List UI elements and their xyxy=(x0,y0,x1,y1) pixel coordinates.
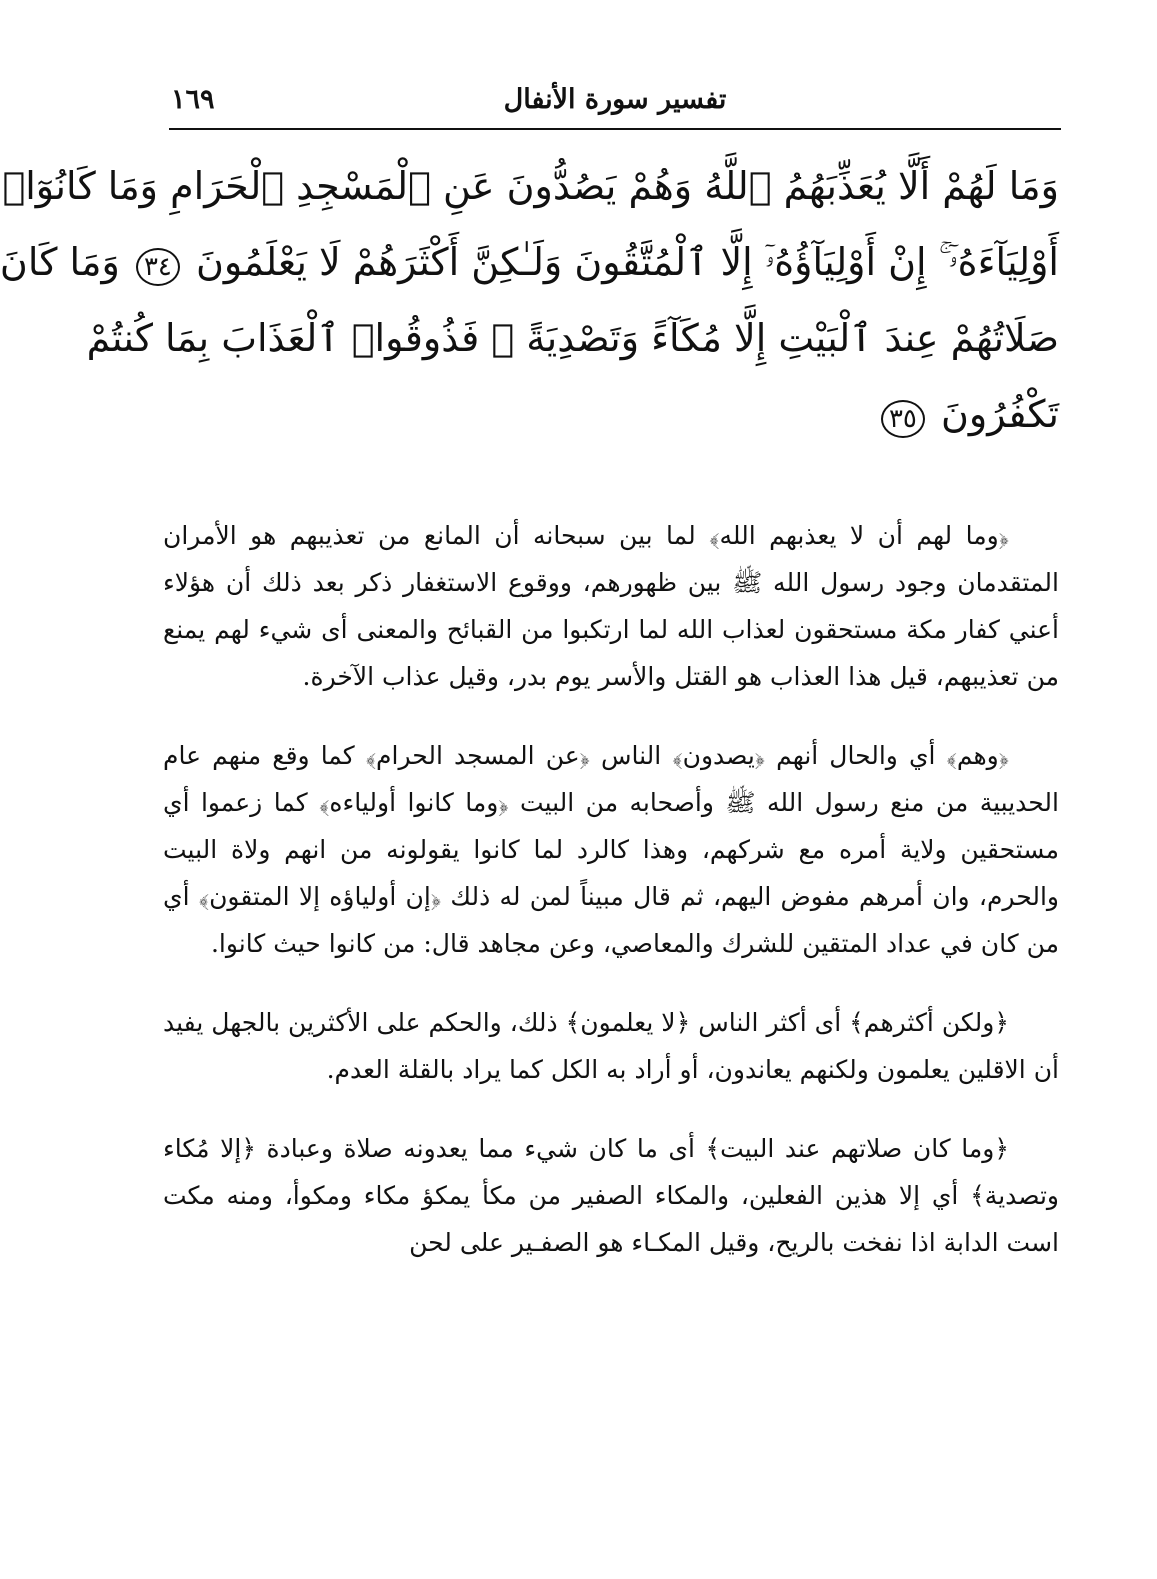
commentary-paragraph: ﴿وهم﴾ أي والحال أنهم ﴿يصدون﴾ الناس ﴿عن المسجد الحرام﴾ كما وقع منهم عام الحديبية من منع رسول الله ﷺ وأصحابه من البيت ﴿وما كانوا أولياءه﴾ كما زعموا أي مستحقين ولاية أمره مع شركهم، وهذا كالرد لما كانوا يقولونه من انهم ولاة البيت والحرم، وان أمرهم مفوض اليهم، ثم قال مبيناً لمن له ذلك ﴿إن أولياؤه إلا المتقون﴾ أي من كان في عداد المتقين للشرك والمعاصي، وعن مجاهد قال: من كانوا حيث كانوا. xyxy=(163,741,1059,958)
verse-line-4 xyxy=(155,376,1059,452)
commentary-paragraph: ﴿وما كان صلاتهم عند البيت﴾ أى ما كان شيء مما يعدونه صلاة وعبادة ﴿إلا مُكاء وتصدية﴾ أي إلا هذين الفعلين، والمكاء الصفير من مكأ يمكؤ مكاء ومكوأ، ومنه مكت است الدابة اذا نفخت بالريح، وقيل المكـاء هو الصفـير على لحن xyxy=(163,1134,1059,1257)
verse-text: أَوْلِيَآءَهُۥٓ ۚ إِنْ أَوْلِيَآؤُهُۥٓ إِلَّا ٱلْمُتَّقُونَ وَلَـٰكِنَّ أَكْثَرَهُمْ لَا يَعْلَمُونَ xyxy=(195,240,1059,284)
commentary-paragraph: ﴿ولكن أكثرهم﴾ أى أكثر الناس ﴿لا يعلمون﴾ ذلك، والحكم على الأكثرين بالجهل يفيد أن الاقلين يعلمون ولكنهم يعاندون، أو أراد به الكل كما يراد بالقلة العدم. xyxy=(163,1008,1059,1084)
ayah-number-marker: ٣٥ xyxy=(881,400,925,438)
verse-text: صَلَاتُهُمْ عِندَ ٱلْبَيْتِ إِلَّا مُكَآءً وَتَصْدِيَةً ۚ فَذُوقُوا۟ ٱلْعَذَابَ بِمَا كُنتُمْ xyxy=(86,316,1059,360)
ayah-number-marker: ٣٤ xyxy=(136,248,180,286)
verse-text: وَمَا كَانَ xyxy=(0,240,120,284)
verse-line-3 xyxy=(86,300,1059,376)
running-title: تفسير سورة الأنفال xyxy=(503,84,727,115)
quran-verses xyxy=(0,148,1059,460)
verse-text: تَكْفُرُونَ xyxy=(940,392,1059,436)
tafsir-commentary xyxy=(163,512,1059,1266)
verse-line-2 xyxy=(0,224,1059,300)
commentary-paragraph: ﴿وما لهم أن لا يعذبهم الله﴾ لما بين سبحانه أن المانع من تعذيبهم هو الأمران المتقدمان وجود رسول الله ﷺ بين ظهورهم، ووقوع الاستغفار ذكر بعد ذلك أن هؤلاء أعني كفار مكة مستحقون لعذاب الله لما ارتكبوا من القبائح والمعنى أى شيء لهم يمنع من تعذيبهم، قيل هذا العذاب هو القتل والأسر يوم بدر، وقيل عذاب الآخرة. xyxy=(163,521,1059,691)
verse-line-1 xyxy=(2,148,1059,224)
verse-text: وَمَا لَهُمْ أَلَّا يُعَذِّبَهُمُ ٱللَّهُ وَهُمْ يَصُدُّونَ عَنِ ٱلْمَسْجِدِ ٱلْحَرَامِ وَمَا كَانُوٓا۟ xyxy=(2,164,1059,208)
running-header xyxy=(169,78,1061,130)
page-number: ١٦٩ xyxy=(171,84,215,115)
